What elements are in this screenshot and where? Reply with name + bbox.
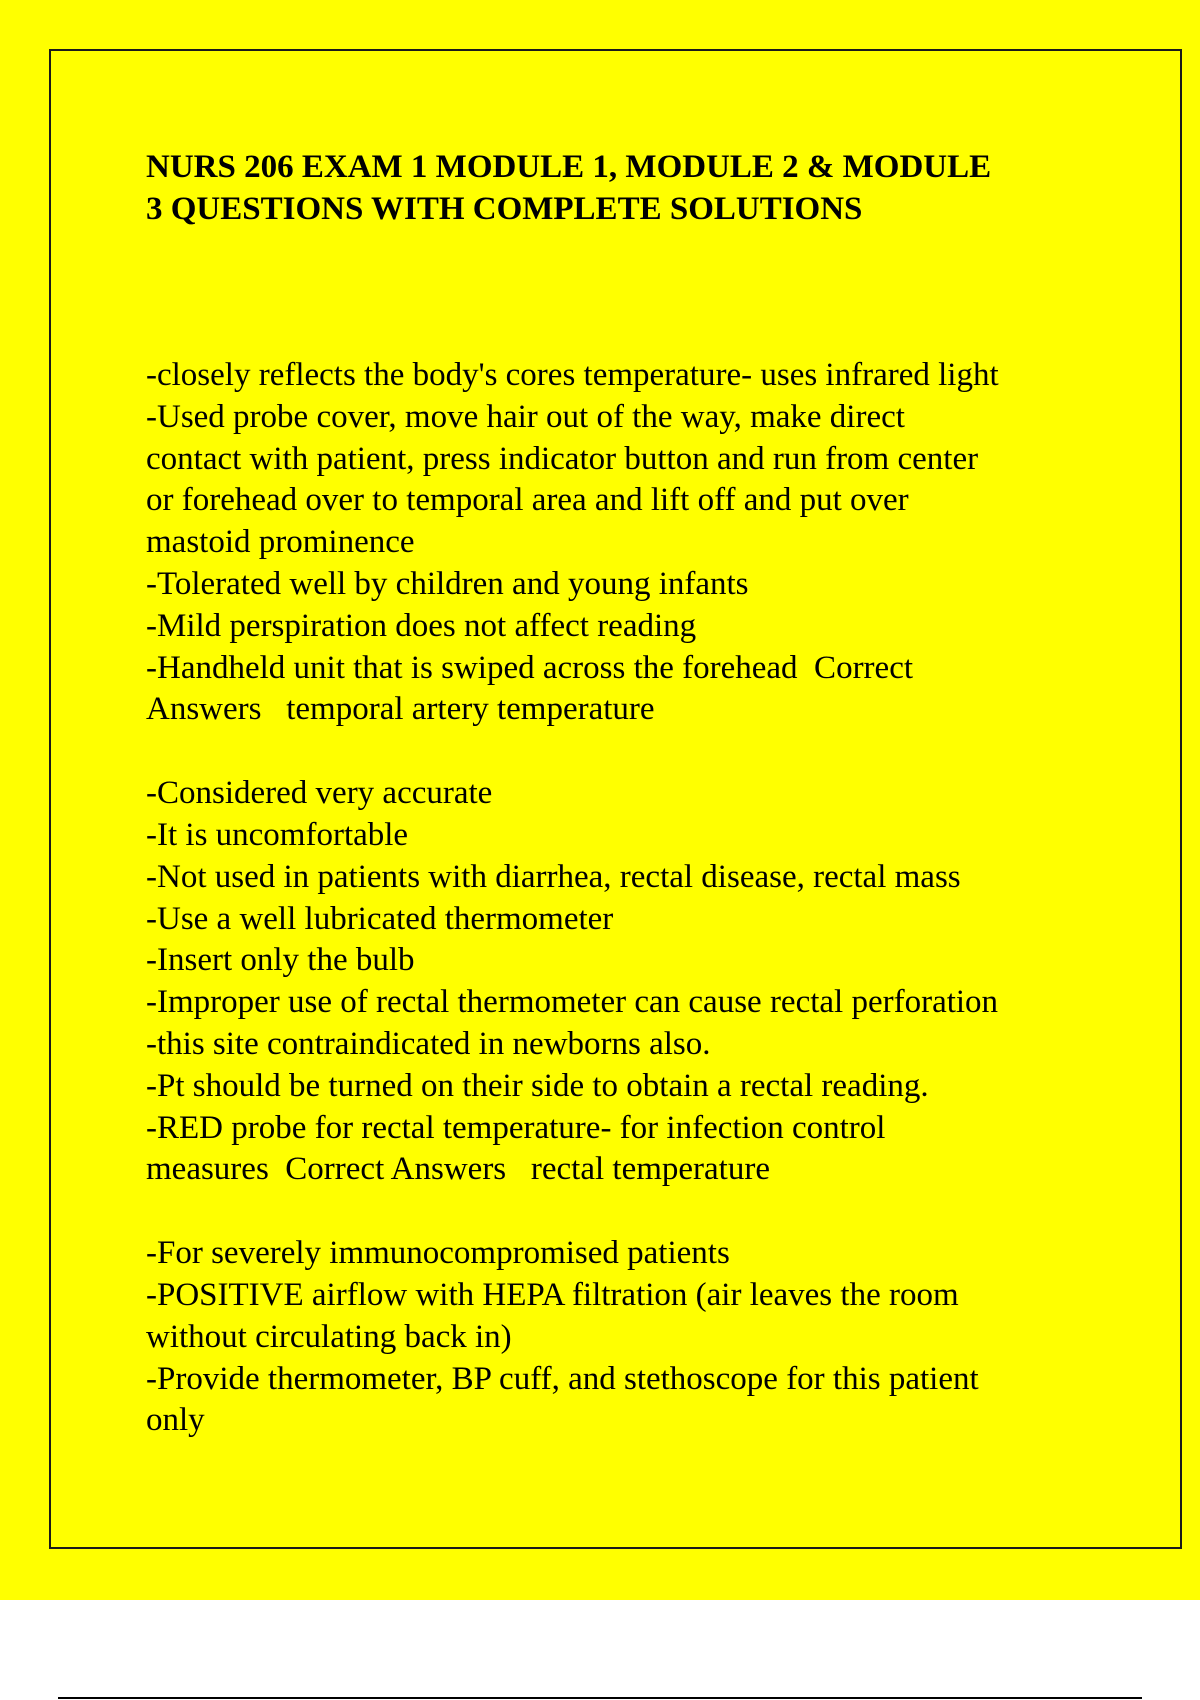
text-line: Answers temporal artery temperature <box>146 691 655 728</box>
answer-block-isolation <box>146 1233 1146 1442</box>
text-line: -Provide thermometer, BP cuff, and stethoscope for this patient <box>146 1360 979 1397</box>
text-line: contact with patient, press indicator button and run from center <box>146 440 979 477</box>
text-line: mastoid prominence <box>146 524 415 561</box>
footer-divider <box>58 1697 1142 1699</box>
text-line: -Pt should be turned on their side to obtain a rectal reading. <box>146 1067 929 1104</box>
text-line: -Use a well lubricated thermometer <box>146 900 614 937</box>
page-title <box>146 146 1106 230</box>
text-line: -POSITIVE airflow with HEPA filtration (air leaves the room <box>146 1276 959 1313</box>
text-line: -Insert only the bulb <box>146 942 415 979</box>
text-line: -Improper use of rectal thermometer can cause rectal perforation <box>146 984 999 1021</box>
text-line: or forehead over to temporal area and lift off and put over <box>146 482 909 519</box>
title-line: 3 QUESTIONS WITH COMPLETE SOLUTIONS <box>146 191 863 227</box>
answer-block-rectal <box>146 773 1146 1191</box>
text-line: -closely reflects the body's cores temperature- uses infrared light <box>146 357 999 393</box>
text-line: -Tolerated well by children and young infants <box>146 565 749 602</box>
text-line: -RED probe for rectal temperature- for infection control <box>146 1109 886 1146</box>
text-line: -Mild perspiration does not affect reading <box>146 607 697 644</box>
text-line: -Used probe cover, move hair out of the way, make direct <box>146 398 905 435</box>
answer-block-temporal <box>146 355 1146 731</box>
text-line: measures Correct Answers rectal temperature <box>146 1151 770 1188</box>
text-line: -Handheld unit that is swiped across the forehead Correct <box>146 649 914 686</box>
title-line: NURS 206 EXAM 1 MODULE 1, MODULE 2 & MODULE <box>146 149 992 185</box>
text-line: -this site contraindicated in newborns also. <box>146 1025 711 1062</box>
text-line: -For severely immunocompromised patients <box>146 1235 730 1272</box>
document-body <box>146 355 1146 1484</box>
text-line: -It is uncomfortable <box>146 816 409 853</box>
text-line: -Considered very accurate <box>146 775 493 812</box>
text-line: -Not used in patients with diarrhea, rectal disease, rectal mass <box>146 858 961 895</box>
text-line: only <box>146 1402 205 1439</box>
text-line: without circulating back in) <box>146 1318 512 1355</box>
